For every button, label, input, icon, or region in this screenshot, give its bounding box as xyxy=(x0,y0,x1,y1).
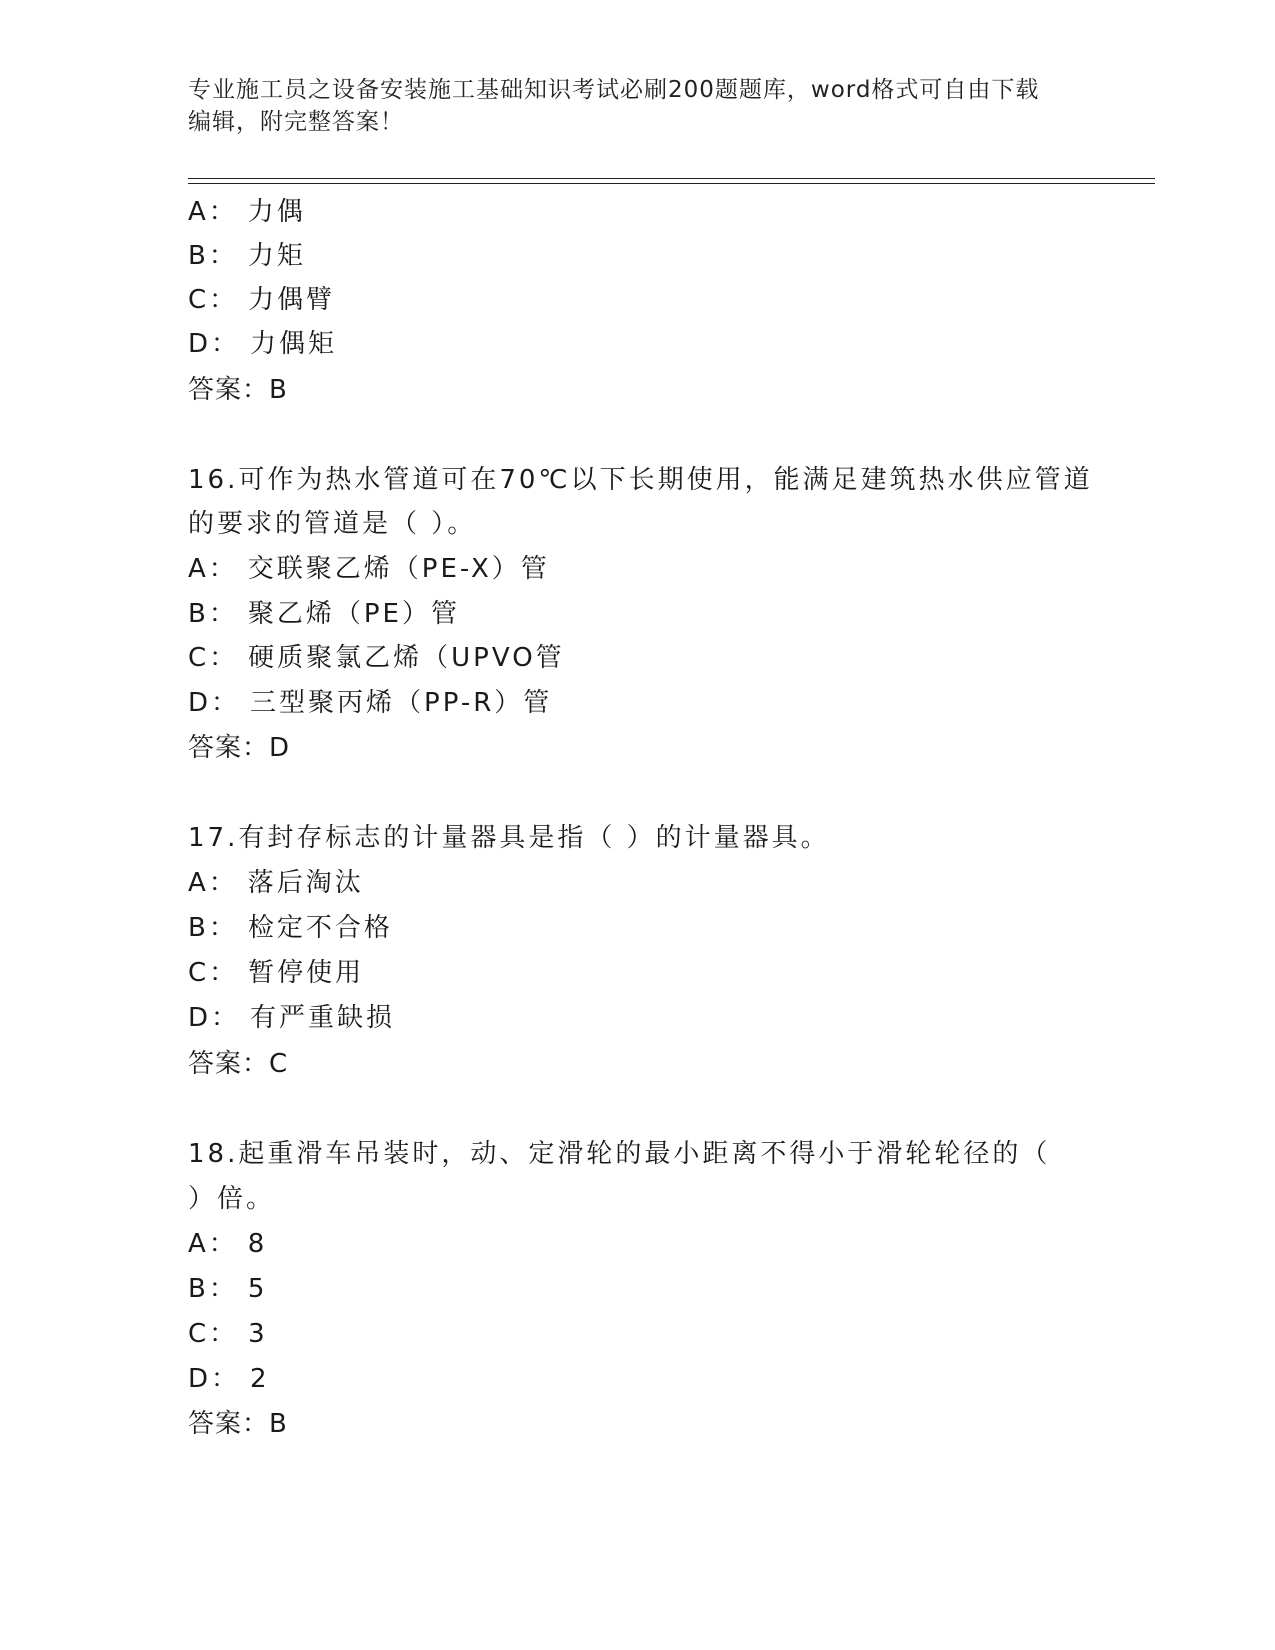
q15-option-a xyxy=(188,196,306,228)
q17-option-c xyxy=(188,957,364,989)
option-text: 落后淘汰 xyxy=(247,868,364,898)
header-divider-bottom xyxy=(188,183,1155,184)
document-header xyxy=(188,74,1088,138)
q15-answer: 答案：B xyxy=(188,375,288,405)
q17-stem-line-1: 17.有封存标志的计量器具是指（ ）的计量器具。 xyxy=(188,823,830,853)
option-key: A： xyxy=(188,554,238,584)
q17-option-a xyxy=(188,867,364,899)
option-text: 力偶矩 xyxy=(250,329,338,359)
q17-answer: 答案：C xyxy=(188,1049,289,1079)
q18-answer: 答案：B xyxy=(188,1409,288,1439)
q18-option-d xyxy=(188,1363,270,1395)
option-key: C： xyxy=(188,958,239,988)
option-text: 聚乙烯（PE）管 xyxy=(247,599,460,629)
q16-stem-line-2: 的要求的管道是（ ）。 xyxy=(188,509,477,539)
option-text: 8 xyxy=(247,1229,268,1259)
header-divider-top xyxy=(188,178,1155,179)
option-text: 力偶 xyxy=(247,197,306,227)
q17-option-b xyxy=(188,912,393,944)
option-text: 3 xyxy=(248,1319,268,1349)
q18-option-c xyxy=(188,1318,268,1350)
option-text: 暂停使用 xyxy=(248,958,365,988)
q16-option-b xyxy=(188,598,460,630)
option-key: A： xyxy=(188,868,238,898)
option-key: C： xyxy=(188,285,239,315)
option-key: D： xyxy=(188,1003,241,1033)
option-key: B： xyxy=(188,241,238,271)
option-key: C： xyxy=(188,1319,239,1349)
q18-option-a xyxy=(188,1228,267,1260)
q16-answer: 答案：D xyxy=(188,733,291,763)
option-key: D： xyxy=(188,329,241,359)
q16-stem-line-1: 16.可作为热水管道可在70℃以下长期使用，能满足建筑热水供应管道 xyxy=(188,465,1093,495)
option-text: 硬质聚氯乙烯（UPVO管 xyxy=(248,643,565,673)
q18-stem-line-2: ）倍。 xyxy=(188,1184,276,1214)
option-text: 力偶臂 xyxy=(248,285,336,315)
option-key: B： xyxy=(188,1274,238,1304)
q18-stem-line-1: 18.起重滑车吊装时，动、定滑轮的最小距离不得小于滑轮轮径的（ xyxy=(188,1139,1051,1169)
q15-option-c xyxy=(188,284,335,316)
option-text: 2 xyxy=(250,1364,270,1394)
q16-option-d xyxy=(188,687,552,719)
option-text: 交联聚乙烯（PE-X）管 xyxy=(247,554,550,584)
option-text: 5 xyxy=(247,1274,268,1304)
option-key: A： xyxy=(188,197,238,227)
option-text: 三型聚丙烯（PP-R）管 xyxy=(250,688,553,718)
option-key: B： xyxy=(188,913,238,943)
q15-option-b xyxy=(188,240,306,272)
option-text: 检定不合格 xyxy=(247,913,393,943)
q16-option-a xyxy=(188,553,550,585)
option-text: 力矩 xyxy=(247,241,306,271)
option-text: 有严重缺损 xyxy=(250,1003,396,1033)
option-key: A： xyxy=(188,1229,238,1259)
option-key: C： xyxy=(188,643,239,673)
q16-option-c xyxy=(188,642,565,674)
header-title-line-2: 编辑，附完整答案！ xyxy=(188,109,404,135)
q17-option-d xyxy=(188,1002,395,1034)
q15-option-d xyxy=(188,328,337,360)
option-key: D： xyxy=(188,688,241,718)
option-key: B： xyxy=(188,599,238,629)
q18-option-b xyxy=(188,1273,267,1305)
header-title-line-1: 专业施工员之设备安装施工基础知识考试必刷200题题库，word格式可自由下载 xyxy=(188,77,1040,103)
option-key: D： xyxy=(188,1364,241,1394)
